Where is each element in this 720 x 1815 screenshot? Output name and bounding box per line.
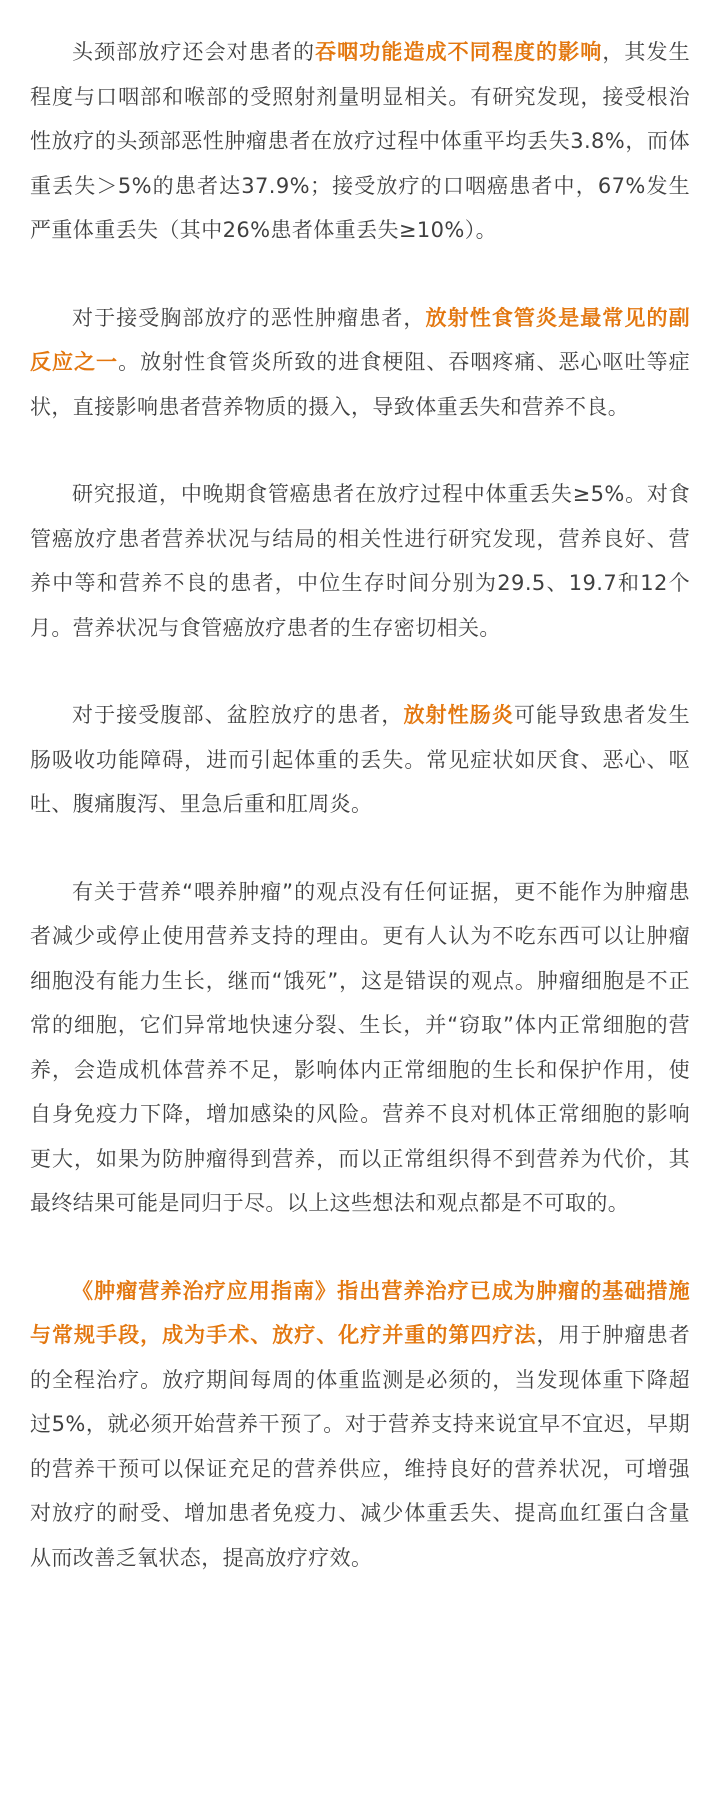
highlight-segment: 放射性食管炎是最常见的副反应之一 <box>30 305 690 374</box>
paragraph-feeding-tumor-myth <box>30 870 690 1226</box>
paragraph-swallowing <box>30 30 690 253</box>
text-segment: 对于接受胸部放疗的恶性肿瘤患者， <box>72 305 426 330</box>
text-segment: 有关于营养“喂养肿瘤”的观点没有任何证据，更不能作为肿瘤患者减少或停止使用营养支持的理由。更有人认为不吃东西可以让肿瘤细胞没有能力生长，继而“饿死”，这是错误的观点。肿瘤细胞是不正常的细胞，它们异常地快速分裂、生长，并“窃取”体内正常细胞的营养，会造成机体营养不足，影响体内正常细胞的生长和保护作用，使自身免疫力下降，增加感染的风险。营养不良对机体正常细胞的影响更大，如果为防肿瘤得到营养，而以正常组织得不到营养为代价，其最终结果可能是同归于尽。以上这些想法和观点都是不可取的。 <box>30 879 690 1215</box>
paragraph-enteritis <box>30 693 690 827</box>
text-segment: 可能导致患者发生肠吸收功能障碍，进而引起体重的丢失。常见症状如厌食、恶心、呕吐、腹痛腹泻、里急后重和肛周炎。 <box>30 703 691 816</box>
highlight-segment: 吞咽功能造成不同程度的影响 <box>315 40 603 64</box>
text-segment: 头颈部放疗还会对患者的 <box>72 40 316 64</box>
text-segment: ，用于肿瘤患者的全程治疗。放疗期间每周的体重监测是必须的，当发现体重下降超过5%，就必须开始营养干预了。对于营养支持来说宜早不宜迟，早期的营养干预可以保证充足的营养供应，维持良好的营养状况，可增强对放疗的耐受、增加患者免疫力、减少体重丢失、提高血红蛋白含量从而改善乏氧状态，提高放疗疗效。 <box>30 1323 690 1570</box>
text-segment: 研究报道，中晚期食管癌患者在放疗过程中体重丢失≥5%。对食管癌放疗患者营养状况与结局的相关性进行研究发现，营养良好、营养中等和营养不良的患者，中位生存时间分别为29.5、19.7和12个月。营养状况与食管癌放疗患者的生存密切相关。 <box>30 482 690 640</box>
text-segment: 。放射性食管炎所致的进食梗阻、吞咽疼痛、恶心呕吐等症状，直接影响患者营养物质的摄入，导致体重丢失和营养不良。 <box>30 350 690 419</box>
paragraph-esophagitis <box>30 296 690 430</box>
paragraph-nutrition-guideline <box>30 1269 690 1581</box>
highlight-segment: 《肿瘤营养治疗应用指南》指出营养治疗已成为肿瘤的基础措施与常规手段，成为手术、放疗、化疗并重的第四疗法 <box>30 1278 690 1347</box>
text-segment: 对于接受腹部、盆腔放疗的患者， <box>72 703 404 727</box>
highlight-segment: 放射性肠炎 <box>403 703 514 727</box>
text-segment: ，其发生程度与口咽部和喉部的受照射剂量明显相关。有研究发现，接受根治性放疗的头颈部恶性肿瘤患者在放疗过程中体重平均丢失3.8%，而体重丢失＞5%的患者达37.9%；接受放疗的口咽癌患者中，67%发生严重体重丢失（其中26%患者体重丢失≥10%）。 <box>30 40 690 242</box>
paragraph-esophageal-cancer <box>30 472 690 650</box>
